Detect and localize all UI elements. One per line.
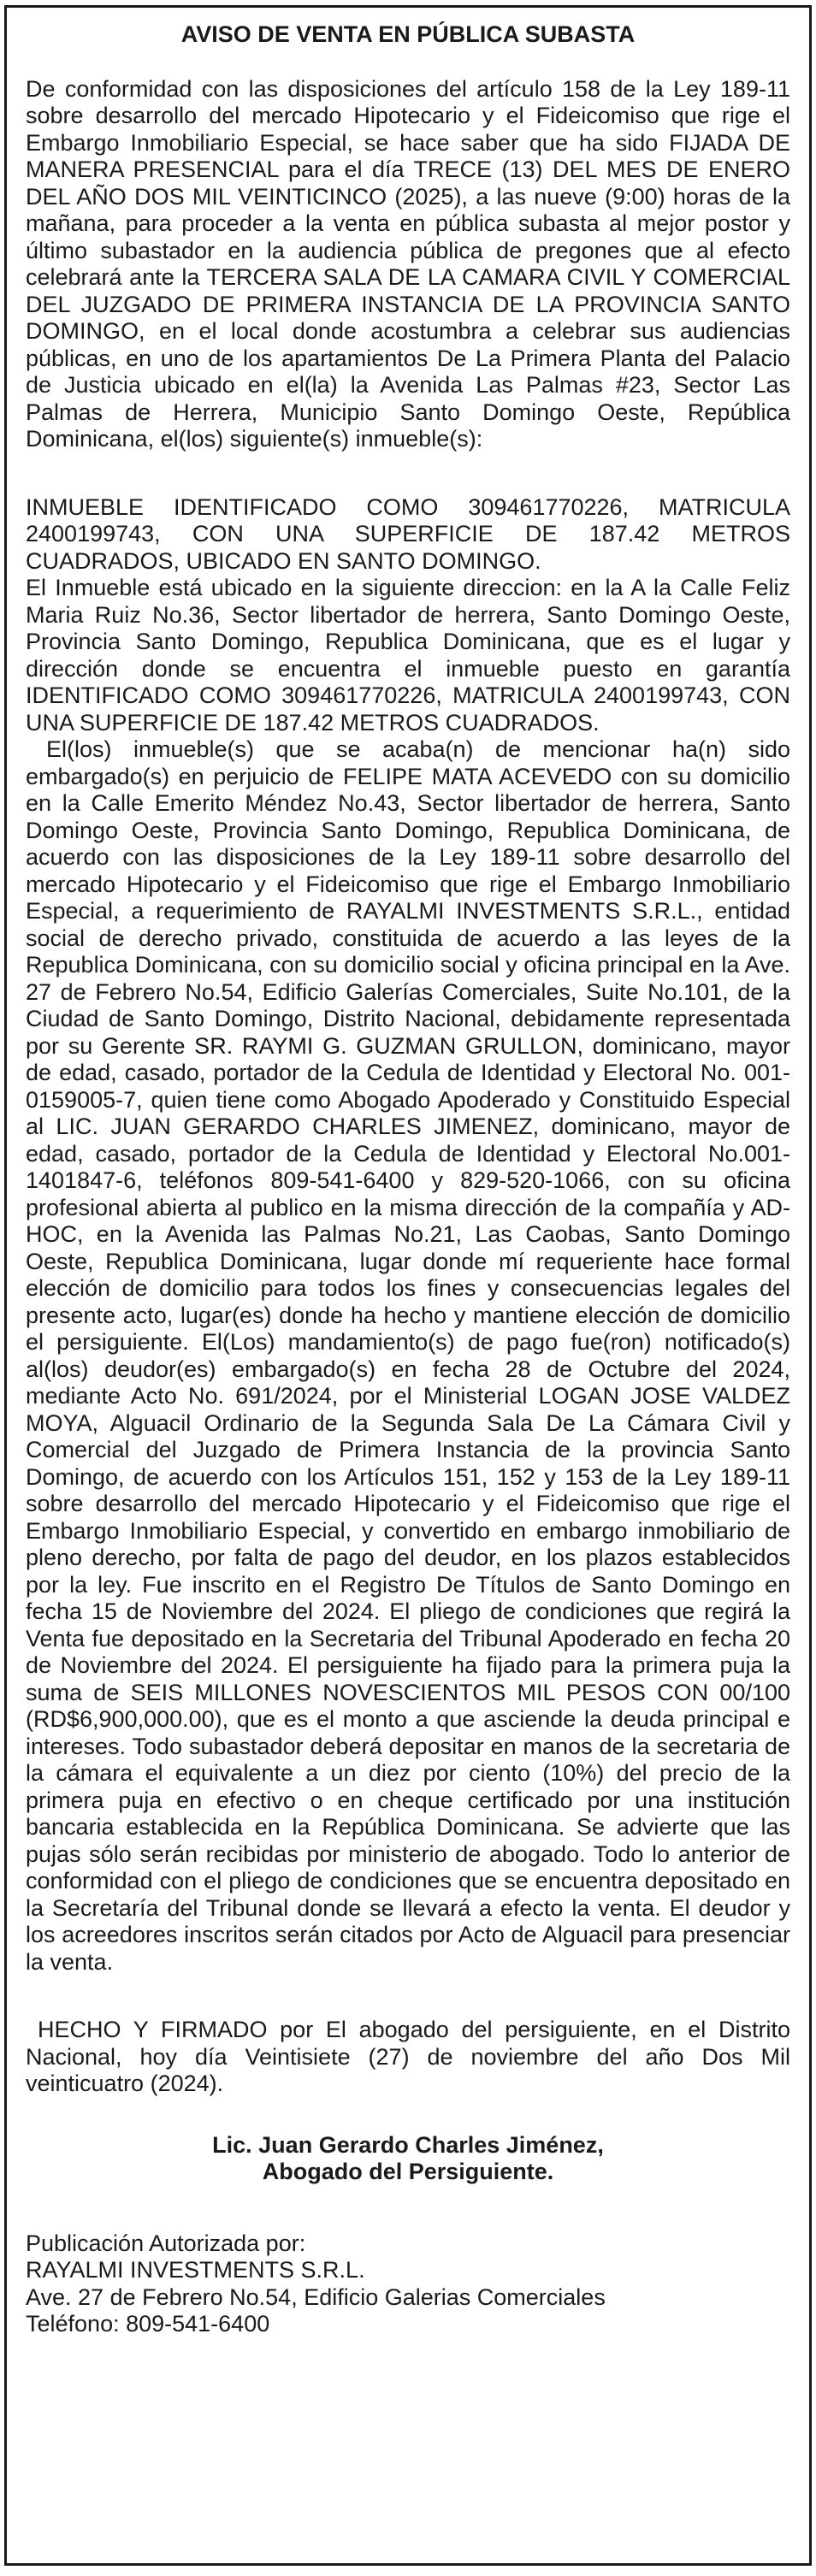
closing-paragraph: HECHO Y FIRMADO por El abogado del persiguiente, en el Distrito Nacional, hoy día Veintisiete (27) de noviembre del año Dos Mil veinticuatro (2024). xyxy=(26,2017,790,2096)
legal-notice xyxy=(4,5,812,2566)
signer-name: Lic. Juan Gerardo Charles Jiménez, xyxy=(212,2131,604,2158)
spacer xyxy=(26,1976,790,2017)
location-paragraph: El Inmueble está ubicado en la siguiente direccion: en la A la Calle Feliz Maria Ruiz No.36, Sector libertador de herrera, Santo Domingo Oeste, Provincia Santo Domingo, Republica Dominicana, que es el lugar y dirección donde se encuentra el inmueble puesto en garantía IDENTIFICADO COMO 309461770226, MATRICULA 2400199743, CON UNA SUPERFICIE DE 187.42 METROS CUADRADOS. xyxy=(26,575,790,736)
publication-company: RAYALMI INVESTMENTS S.R.L. xyxy=(26,2257,365,2283)
spacer xyxy=(26,453,790,494)
publication-label: Publicación Autorizada por: xyxy=(26,2230,306,2256)
publication-address: Ave. 27 de Febrero No.54, Edificio Galerias Comerciales xyxy=(26,2284,606,2310)
publication-phone: Teléfono: 809-541-6400 xyxy=(26,2311,270,2337)
publication-block xyxy=(26,2230,790,2338)
signer-role: Abogado del Persiguiente. xyxy=(262,2159,554,2184)
property-paragraph: INMUEBLE IDENTIFICADO COMO 309461770226, MATRICULA 2400199743, CON UNA SUPERFICIE DE 187.42 METROS CUADRADOS, UBICADO EN SANTO DOMINGO. xyxy=(26,493,790,574)
body-paragraph: El(los) inmueble(s) que se acaba(n) de mencionar ha(n) sido embargado(s) en perjuicio de FELIPE MATA ACEVEDO con su domicilio en la Calle Emerito Méndez No.43, Sector libertador de herrera, Santo Domingo Oeste, Provincia Santo Domingo, Republica Dominicana, de acuerdo con las disposiciones de la Ley 189-11 sobre desarrollo del mercado Hipotecario y el Fideicomiso que rige el Embargo Inmobiliario Especial, a requerimiento de RAYALMI INVESTMENTS S.R.L., entidad social de derecho privado, constituida de acuerdo a las leyes de la Republica Dominicana, con su domicilio social y oficina principal en la Ave. 27 de Febrero No.54, Edificio Galerías Comerciales, Suite No.101, de la Ciudad de Santo Domingo, Distrito Nacional, debidamente representada por su Gerente SR. RAYMI G. GUZMAN GRULLON, dominicano, mayor de edad, casado, portador de la Cedula de Identidad y Electoral No. 001-0159005-7, quien tiene como Abogado Apoderado y Constituido Especial al LIC. JUAN GERARDO CHARLES JIMENEZ, dominicano, mayor de edad, casado, portador de la Cedula de Identidad y Electoral No.001-1401847-6, teléfonos 809-541-6400 y 829-520-1066, con su oficina profesional abierta al publico en la misma dirección de la compañía y AD-HOC, en la Avenida las Palmas No.21, Las Caobas, Santo Domingo Oeste, Republica Dominicana, lugar donde mí requeriente hace formal elección de domicilio para todos los fines y consecuencias legales del presente acto, lugar(es) donde ha hecho y mantiene elección de domicilio el persiguiente. El(Los) mandamiento(s) de pago fue(ron) notificado(s) al(los) deudor(es) embargado(s) en fecha 28 de Octubre del 2024, mediante Acto No. 691/2024, por el Ministerial LOGAN JOSE VALDEZ MOYA, Alguacil Ordinario de la Segunda Sala De La Cámara Civil y Comercial del Juzgado de Primera Instancia de la provincia Santo Domingo, de acuerdo con los Artículos 151, 152 y 153 de la Ley 189-11 sobre desarrollo del mercado Hipotecario y el Fideicomiso que rige el Embargo Inmobiliario Especial, y convertido en embargo inmobiliario de pleno derecho, por falta de pago del deudor, en los plazos establecidos por la ley. Fue inscrito en el Registro De Títulos de Santo Domingo en fecha 15 de Noviembre del 2024. El pliego de condiciones que regirá la Venta fue depositado en la Secretaria del Tribunal Apoderado en fecha 20 de Noviembre del 2024. El persiguiente ha fijado para la primera puja la suma de SEIS MILLONES NOVESCIENTOS MIL PESOS CON 00/100 (RD$6,900,000.00), que es el monto a que asciende la deuda principal e intereses. Todo subastador deberá depositar en manos de la secretaria de la cámara el equivalente a un diez por ciento (10%) del precio de la primera puja en efectivo o en cheque certificado por una institución bancaria establecida en la República Dominicana. Se advierte que las pujas sólo serán recibidas por ministerio de abogado. Todo lo anterior de conformidad con el pliego de condiciones que se encuentra depositado en la Secretaría del Tribunal donde se llevará a efecto la venta. El deudor y los acreedores inscritos serán citados por Acto de Alguacil para presenciar la venta. xyxy=(26,736,790,1975)
intro-paragraph: De conformidad con las disposiciones del artículo 158 de la Ley 189-11 sobre desarrollo del mercado Hipotecario y el Fideicomiso que rige el Embargo Inmobiliario Especial, se hace saber que ha sido FIJADA DE MANERA PRESENCIAL para el día TRECE (13) DEL MES DE ENERO DEL AÑO DOS MIL VEINTICINCO (2025), a las nueve (9:00) horas de la mañana, para proceder a la venta en pública subasta al mejor postor y último subastador en la audiencia pública de pregones que al efecto celebrará ante la TERCERA SALA DE LA CAMARA CIVIL Y COMERCIAL DEL JUZGADO DE PRIMERA INSTANCIA DE LA PROVINCIA SANTO DOMINGO, en el local donde acostumbra a celebrar sus audiencias públicas, en uno de los apartamientos De La Primera Planta del Palacio de Justicia ubicado en el(la) la Avenida Las Palmas #23, Sector Las Palmas de Herrera, Municipio Santo Domingo Oeste, República Dominicana, el(los) siguiente(s) inmueble(s): xyxy=(26,75,790,452)
notice-title: AVISO DE VENTA EN PÚBLICA SUBASTA xyxy=(180,21,636,47)
signature-block xyxy=(26,2132,790,2186)
